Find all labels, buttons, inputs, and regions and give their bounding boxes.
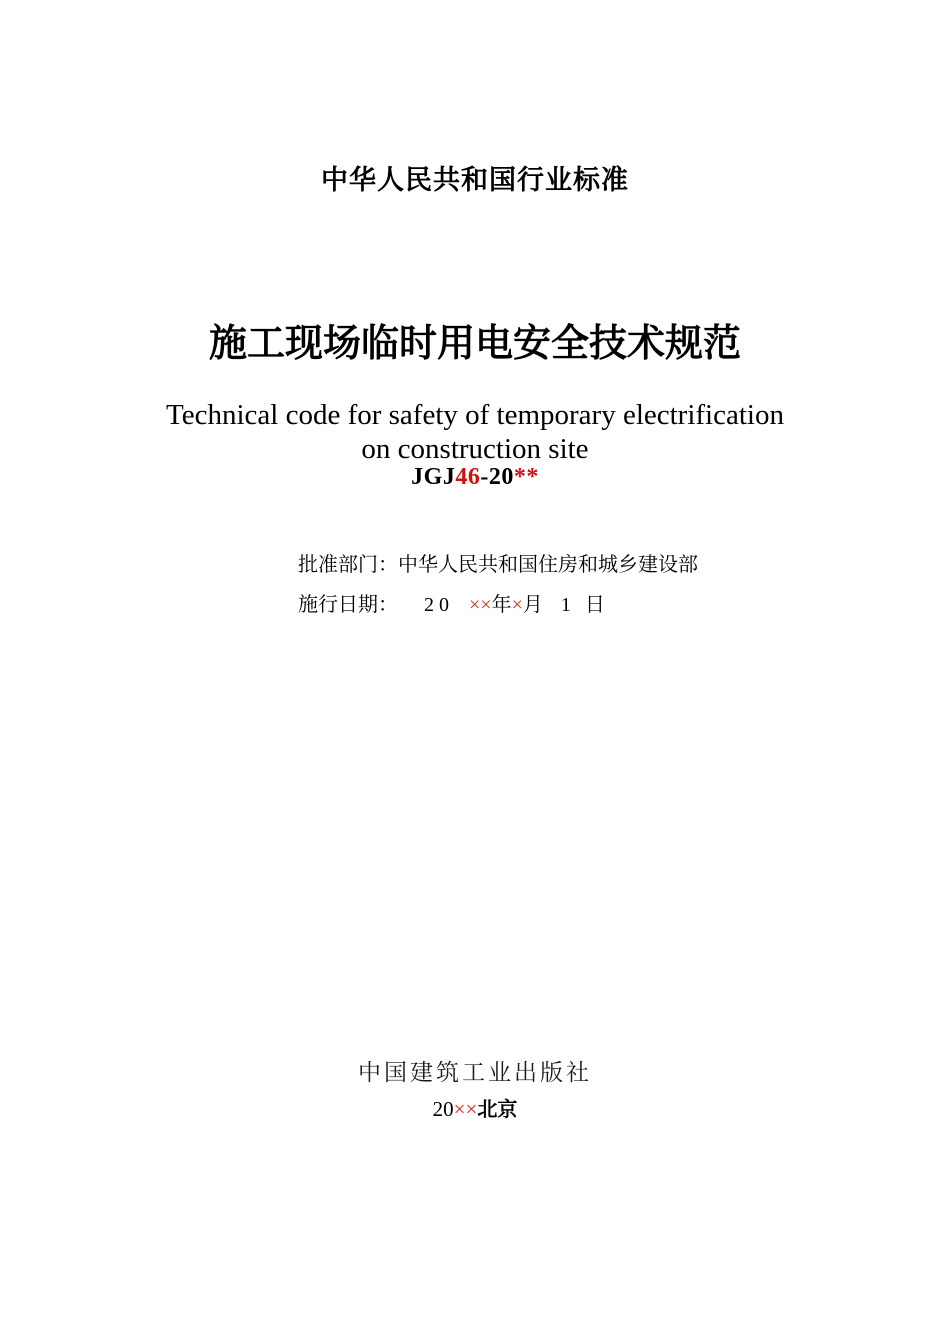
- effective-date-month-char: 月: [522, 594, 543, 616]
- publication-year-placeholder: ××: [453, 1097, 478, 1121]
- approval-block: [298, 552, 698, 618]
- approval-dept-row: [298, 552, 698, 578]
- publication-year-city: [0, 1093, 950, 1122]
- effective-date-day-char: 日: [584, 594, 605, 616]
- title-chinese: 施工现场临时用电安全技术规范: [208, 323, 741, 365]
- publication-city: 北京: [477, 1099, 518, 1121]
- effective-date-row: [298, 592, 698, 618]
- standard-code: [0, 464, 950, 491]
- effective-date-year-char: 年: [491, 594, 512, 616]
- code-prefix: JGJ: [411, 464, 456, 490]
- publisher-name: 中国建筑工业出版社: [358, 1060, 592, 1085]
- effective-date-month-placeholder: ×: [511, 594, 523, 616]
- publication-year-prefix: 20: [432, 1097, 454, 1121]
- effective-date-day: 1: [560, 594, 571, 616]
- code-suffix: **: [513, 464, 539, 490]
- title-english-line1: Technical code for safety of temporary electrification: [166, 399, 784, 431]
- effective-date-year-placeholder: ××: [469, 594, 492, 616]
- title-english: [0, 398, 950, 466]
- effective-date-year-prefix: 2 0: [424, 594, 449, 616]
- effective-date-label: 施行日期：: [298, 594, 398, 616]
- standard-type-heading: 中华人民共和国行业标准: [321, 165, 629, 195]
- code-separator: -20: [480, 464, 514, 490]
- approval-dept-value: 中华人民共和国住房和城乡建设部: [398, 554, 698, 576]
- code-number: 46: [455, 464, 481, 490]
- title-english-line2: on construction site: [361, 433, 589, 465]
- effective-date-year-group: [469, 594, 543, 616]
- approval-dept-label: 批准部门：: [298, 554, 398, 576]
